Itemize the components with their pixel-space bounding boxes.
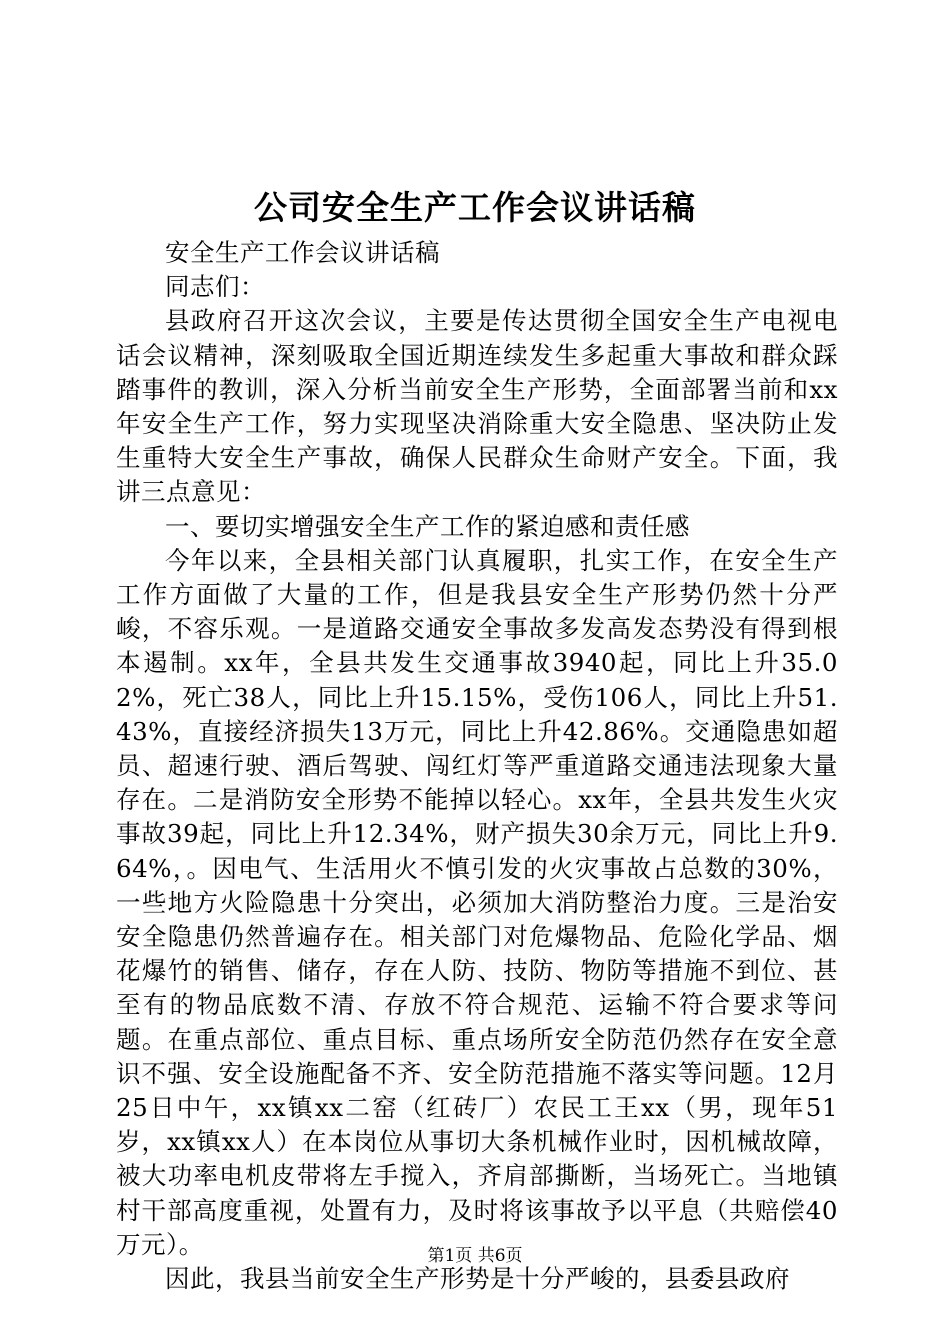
document-title: 公司安全生产工作会议讲话稿 [254,188,696,227]
salutation-paragraph: 同志们： [165,272,265,302]
document-body [116,236,838,1296]
page-number-footer: 第1页 共6页 [427,1246,523,1266]
section-heading: 一、要切实增强安全生产工作的紧迫感和责任感 [165,511,690,541]
subtitle-paragraph: 安全生产工作会议讲话稿 [165,238,440,267]
body-paragraph: 今年以来，全县相关部门认真履职，扎实工作，在安全生产工作方面做了大量的工作，但是我县安全生产形势仍然十分严峻，不容乐观。一是道路交通安全事故多发高发态势没有得到根本遏制。xx年，全县共发生交通事故3940起，同比上升35.02%，死亡38人，同比上升15.15%，受伤106人，同比上升51.43%，直接经济损失13万元，同比上升42.86%。交通隐患如超员、超速行驶、酒后驾驶、闯红灯等严重道路交通违法现象大量存在。二是消防安全形势不能掉以轻心。xx年，全县共发生火灾事故39起，同比上升12.34%，财产损失30余万元，同比上升9.64%，。因电气、生活用火不慎引发的火灾事故占总数的30%，一些地方火险隐患十分突出，必须加大消防整治力度。三是治安安全隐患仍然普遍存在。相关部门对危爆物品、危险化学品、烟花爆竹的销售、储存，存在人防、技防、物防等措施不到位、甚至有的物品底数不清、存放不符合规范、运输不符合要求等问题。在重点部位、重点目标、重点场所安全防范仍然存在安全意识不强、安全设施配备不齐、安全防范措施不落实等问题。12月25日中午，xx镇xx二窑（红砖厂）农民工王xx（男，现年51岁，xx镇xx人）在本岗位从事切大条机械作业时，因机械故障，被大功率电机皮带将左手搅入，齐肩部撕断，当场死亡。当地镇村干部高度重视，处置有力，及时将该事故予以平息（共赔偿40万元）。 [116,545,838,1259]
body-paragraph: 因此，我县当前安全生产形势是十分严峻的，县委县政府 [165,1264,790,1294]
body-paragraph: 县政府召开这次会议，主要是传达贯彻全国安全生产电视电话会议精神，深刻吸取全国近期连续发生多起重大事故和群众踩踏事件的教训，深入分析当前安全生产形势，全面部署当前和xx年安全生产工作，努力实现坚决消除重大安全隐患、坚决防止发生重特大安全生产事故，确保人民群众生命财产安全。下面，我讲三点意见： [116,306,838,507]
